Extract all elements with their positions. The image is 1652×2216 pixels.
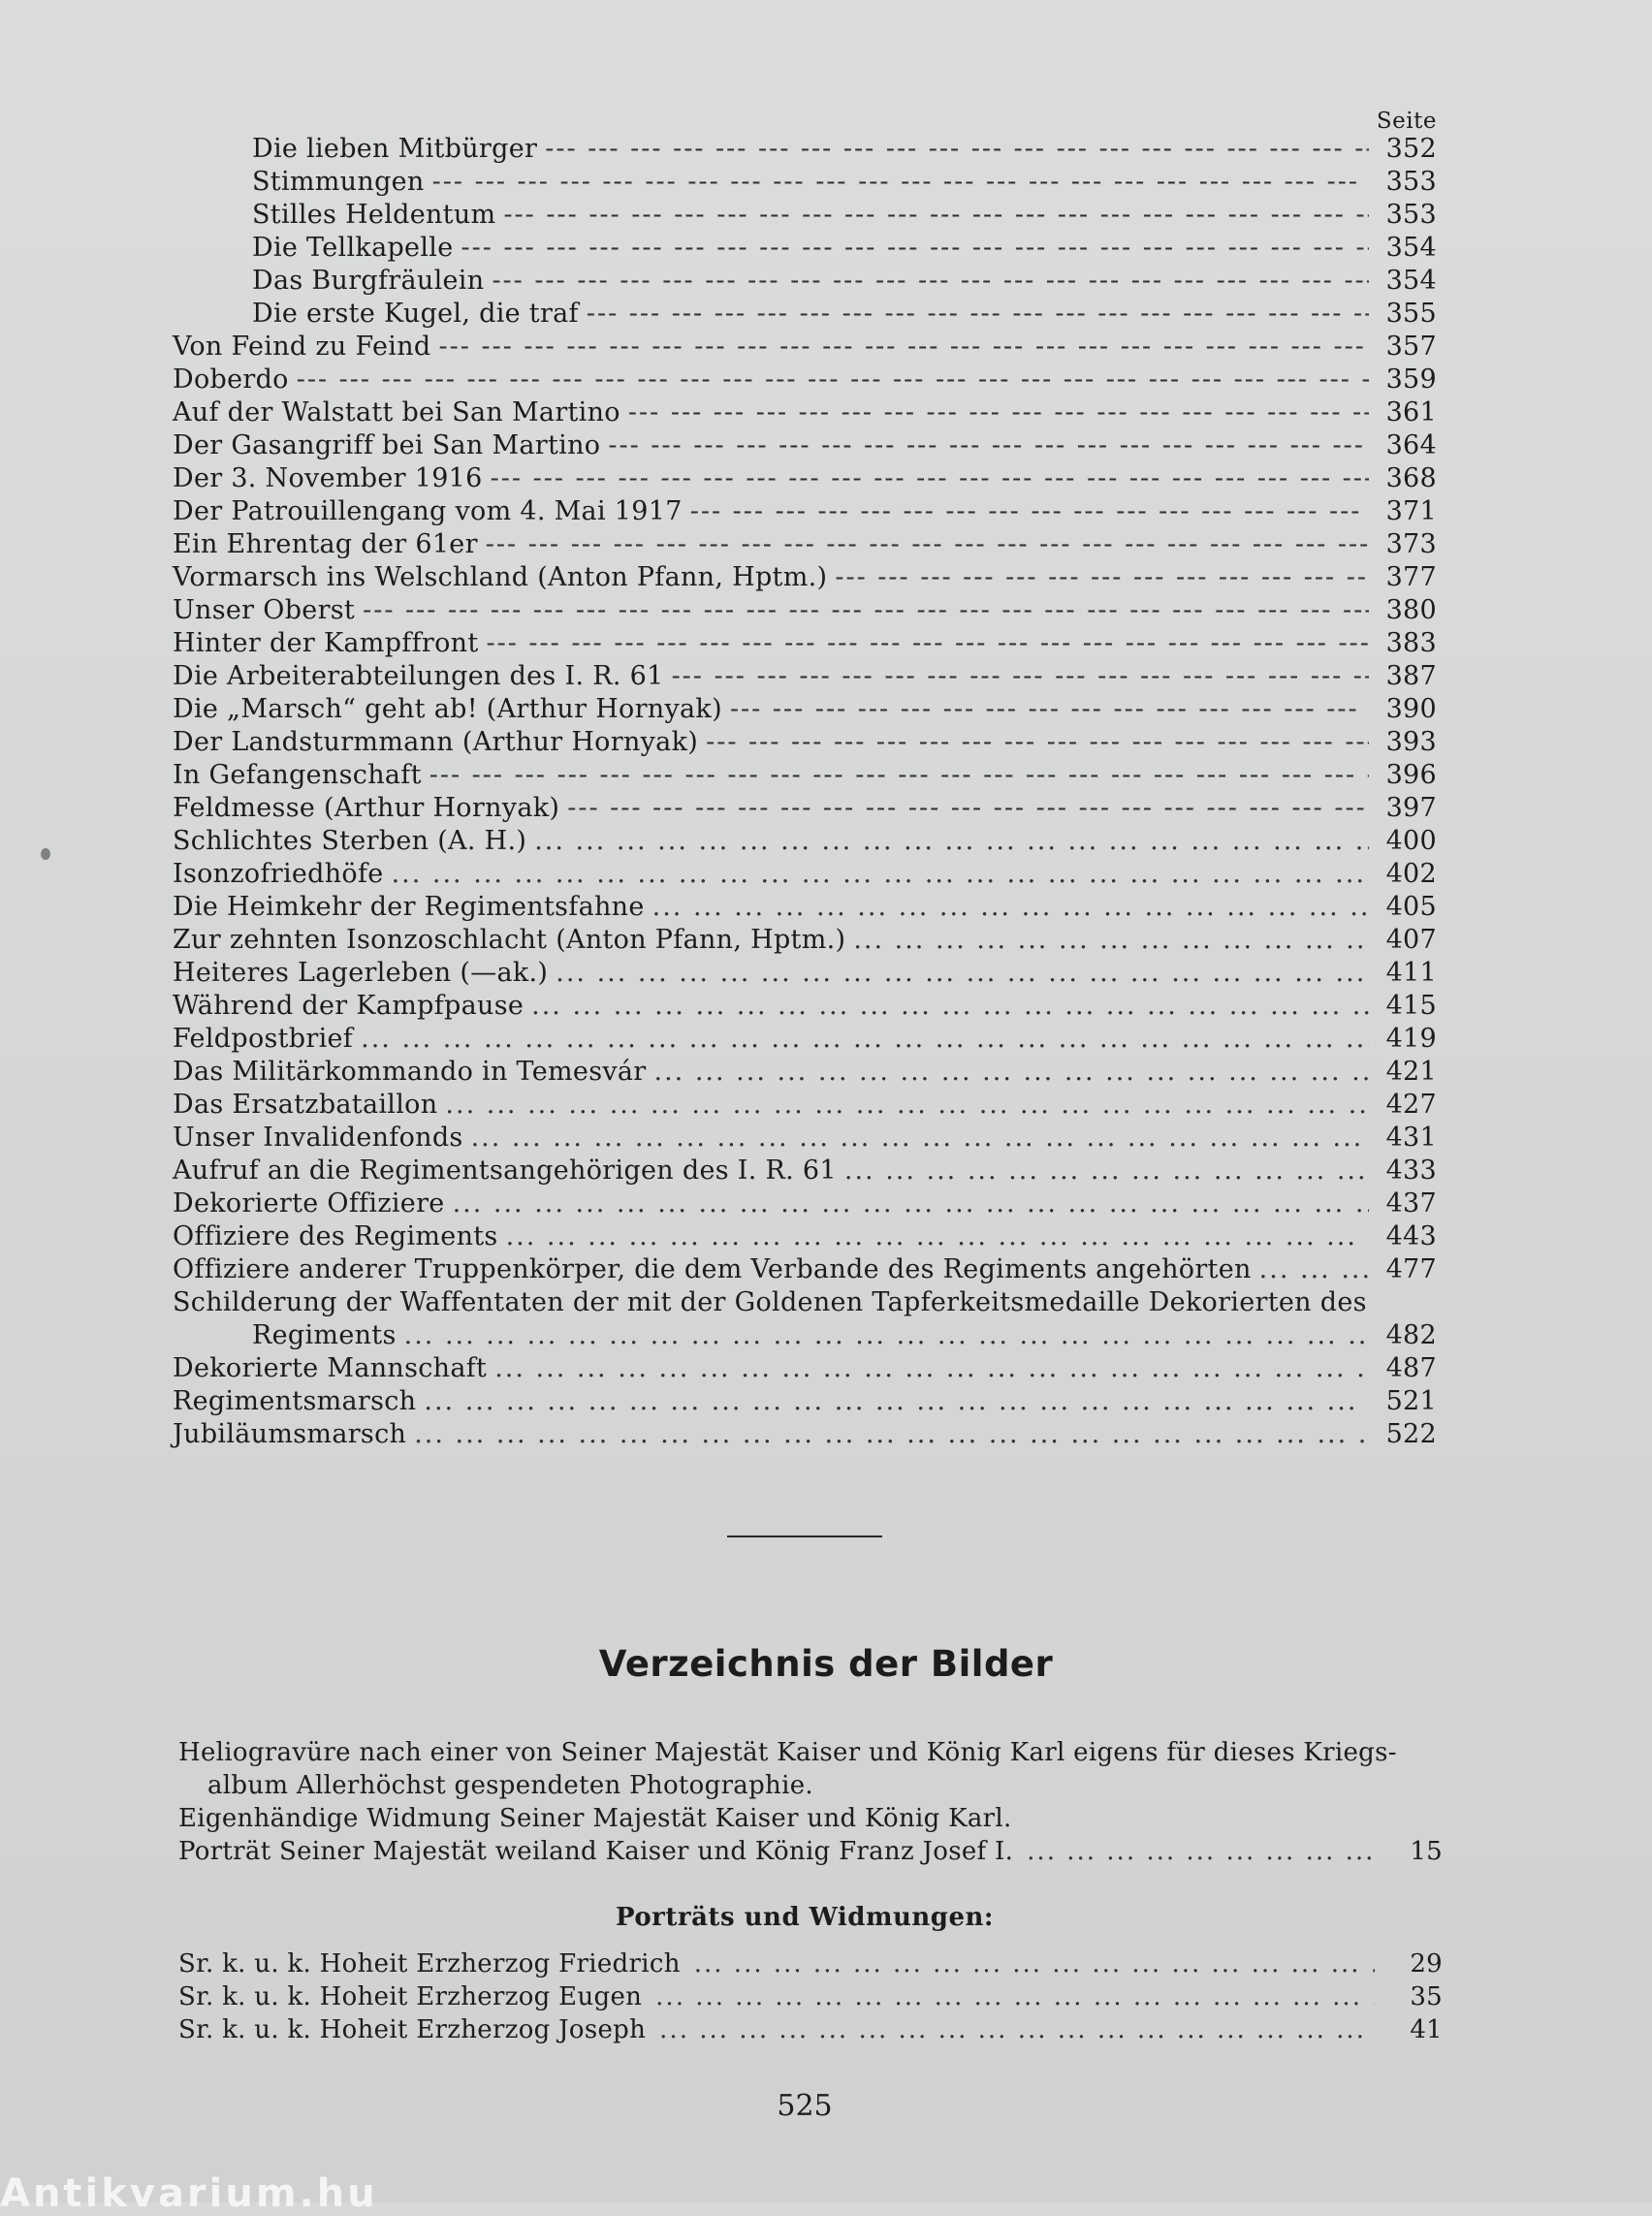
entry-title: Offiziere anderer Truppenkörper, die dem Verbande des Regiments angehörten <box>173 1254 1252 1284</box>
entry-title: In Gefangenschaft <box>173 760 422 790</box>
portrait-list <box>178 1949 1443 2048</box>
entry-title: Die Arbeiterabteilungen des I. R. 61 <box>173 661 664 691</box>
entry-page-number: 380 <box>1385 595 1437 625</box>
section-divider <box>727 1535 882 1537</box>
portrait-entry <box>178 1949 1443 1982</box>
entry-title: Sr. k. u. k. Hoheit Erzherzog Friedrich <box>178 1949 681 1979</box>
entry-title: Vormarsch ins Welschland (Anton Pfann, Hptm.) <box>173 562 828 592</box>
entry-page-number: 427 <box>1385 1090 1437 1120</box>
toc-entry <box>173 496 1437 529</box>
entry-page-number: 383 <box>1385 628 1437 658</box>
dot-leader <box>655 1982 1375 2011</box>
entry-page-number: 415 <box>1385 991 1437 1021</box>
entry-page-number: 377 <box>1385 562 1437 592</box>
entry-title: Schilderung der Waffentaten der mit der Goldenen Tapferkeitsmedaille Dekorierten des <box>173 1287 1367 1317</box>
toc-entry <box>173 694 1437 727</box>
dot-leader <box>361 1024 1369 1054</box>
entry-title: Dekorierte Offiziere <box>173 1188 445 1219</box>
dot-leader <box>567 793 1369 823</box>
entry-page-number: 431 <box>1385 1123 1437 1153</box>
entry-page-number: 433 <box>1385 1155 1437 1186</box>
entry-title: Die lieben Mitbürger <box>252 134 538 164</box>
toc-entry <box>173 925 1437 958</box>
entry-page-number: 521 <box>1385 1386 1437 1416</box>
entry-title: Porträt Seiner Majestät weiland Kaiser und König Franz Josef I. <box>178 1837 1014 1866</box>
entry-title: album Allerhöchst gespendeten Photographie. <box>207 1771 813 1800</box>
portrait-entry <box>178 2015 1443 2048</box>
entry-title: Feldpostbrief <box>173 1024 354 1054</box>
entry-page-number: 393 <box>1385 727 1437 757</box>
page-number: 525 <box>777 2089 833 2123</box>
toc-entry <box>173 661 1437 694</box>
entry-page-number: 411 <box>1385 958 1437 988</box>
toc-entry <box>173 760 1437 793</box>
toc-entry <box>173 628 1437 661</box>
toc-entry <box>173 1188 1437 1221</box>
entry-title: Der Gasangriff bei San Martino <box>173 430 601 460</box>
entry-title: Heliogravüre nach einer von Seiner Majestät Kaiser und König Karl eigens für dieses Kriegs- <box>178 1738 1397 1767</box>
entry-title: Ein Ehrentag der 61er <box>173 529 478 559</box>
toc-entry <box>173 364 1437 397</box>
dot-leader <box>706 727 1369 757</box>
entry-page-number: 421 <box>1385 1057 1437 1087</box>
entry-page-number: 368 <box>1385 463 1437 493</box>
toc-entry <box>173 1221 1437 1254</box>
toc-entry <box>173 562 1437 595</box>
dot-leader <box>531 991 1369 1021</box>
dot-leader <box>429 760 1369 790</box>
watermark: Antikvarium.hu <box>0 2171 378 2216</box>
entry-page-number: 352 <box>1385 134 1437 164</box>
toc-entry <box>173 595 1437 628</box>
table-of-contents <box>173 134 1437 1452</box>
entry-title: Aufruf an die Regimentsangehörigen des I. R. 61 <box>173 1155 837 1186</box>
dot-leader <box>730 694 1369 724</box>
toc-entry <box>173 1090 1437 1123</box>
paper-speck <box>41 848 50 860</box>
dot-leader <box>587 299 1369 329</box>
toc-entry <box>173 299 1437 332</box>
dot-leader <box>404 1320 1369 1350</box>
entry-title: Isonzofriedhöfe <box>173 859 384 889</box>
entry-title: Die Tellkapelle <box>252 233 454 263</box>
picture-entry <box>178 1804 1443 1837</box>
entry-title: Von Feind zu Feind <box>173 332 431 362</box>
entry-title: Feldmesse (Arthur Hornyak) <box>173 793 560 823</box>
entry-page-number: 35 <box>1410 1982 1443 2011</box>
entry-page-number: 402 <box>1385 859 1437 889</box>
toc-entry <box>173 826 1437 859</box>
entry-title: Zur zehnten Isonzoschlacht (Anton Pfann, Hptm.) <box>173 925 846 955</box>
entry-title: Heiteres Lagerleben (—ak.) <box>173 958 549 988</box>
toc-entry <box>173 430 1437 463</box>
entry-title: Das Burgfräulein <box>252 266 485 296</box>
entry-page-number: 477 <box>1385 1254 1437 1284</box>
dot-leader <box>853 925 1369 955</box>
toc-entry <box>173 463 1437 496</box>
picture-list <box>178 1738 1443 1870</box>
entry-title: Der 3. November 1916 <box>173 463 483 493</box>
dot-leader <box>672 661 1369 691</box>
dot-leader <box>453 1188 1369 1219</box>
entry-title: Sr. k. u. k. Hoheit Erzherzog Eugen <box>178 1982 643 2011</box>
dot-leader <box>491 463 1369 493</box>
entry-title: Die „Marsch“ geht ab! (Arthur Hornyak) <box>173 694 722 724</box>
dot-leader <box>439 332 1369 362</box>
entry-page-number: 419 <box>1385 1024 1437 1054</box>
seite-column-label: Seite <box>1376 109 1437 134</box>
entry-page-number: 361 <box>1385 397 1437 427</box>
entry-page-number: 353 <box>1385 167 1437 197</box>
dot-leader <box>432 167 1369 197</box>
dot-leader <box>392 859 1369 889</box>
entry-title: Das Ersatzbataillon <box>173 1090 438 1120</box>
dot-leader <box>471 1123 1369 1153</box>
toc-entry <box>173 1386 1437 1419</box>
dot-leader <box>545 134 1369 164</box>
entry-page-number: 354 <box>1385 266 1437 296</box>
section-heading: Verzeichnis der Bilder <box>598 1643 1054 1685</box>
entry-title: Die erste Kugel, die traf <box>252 299 579 329</box>
dot-leader <box>1027 1837 1375 1866</box>
toc-entry <box>173 233 1437 266</box>
toc-entry <box>173 134 1437 167</box>
entry-page-number: 357 <box>1385 332 1437 362</box>
dot-leader <box>492 266 1369 296</box>
entry-title: Doberdo <box>173 364 289 395</box>
toc-entry <box>173 1320 1437 1353</box>
toc-entry <box>173 1254 1437 1287</box>
entry-title: Unser Oberst <box>173 595 356 625</box>
entry-title: Unser Invalidenfonds <box>173 1123 463 1153</box>
sub-heading: Porträts und Widmungen: <box>615 1903 995 1932</box>
dot-leader <box>486 628 1369 658</box>
entry-page-number: 407 <box>1385 925 1437 955</box>
toc-entry <box>173 167 1437 200</box>
dot-leader <box>534 826 1369 856</box>
dot-leader <box>503 200 1369 230</box>
entry-title: Der Landsturmmann (Arthur Hornyak) <box>173 727 699 757</box>
entry-page-number: 400 <box>1385 826 1437 856</box>
toc-entry <box>173 1024 1437 1057</box>
entry-page-number: 397 <box>1385 793 1437 823</box>
entry-title: Regimentsmarsch <box>173 1386 417 1416</box>
entry-page-number: 482 <box>1385 1320 1437 1350</box>
entry-title: Auf der Walstatt bei San Martino <box>173 397 620 427</box>
entry-page-number: 396 <box>1385 760 1437 790</box>
dot-leader <box>414 1419 1369 1449</box>
entry-title: Stilles Heldentum <box>252 200 496 230</box>
entry-title: Die Heimkehr der Regimentsfahne <box>173 892 645 922</box>
dot-leader <box>363 595 1369 625</box>
toc-entry <box>173 892 1437 925</box>
entry-page-number: 29 <box>1410 1949 1443 1979</box>
dot-leader <box>297 364 1369 395</box>
toc-entry <box>173 991 1437 1024</box>
dot-leader <box>835 562 1369 592</box>
toc-entry <box>173 529 1437 562</box>
entry-title: Jubiläumsmarsch <box>173 1419 407 1449</box>
entry-page-number: 522 <box>1385 1419 1437 1449</box>
dot-leader <box>652 892 1369 922</box>
picture-entry <box>178 1837 1443 1870</box>
toc-entry <box>173 1287 1437 1320</box>
toc-entry <box>173 859 1437 892</box>
dot-leader <box>494 1353 1369 1383</box>
dot-leader <box>486 529 1369 559</box>
entry-page-number: 437 <box>1385 1188 1437 1219</box>
picture-entry <box>178 1738 1443 1771</box>
toc-entry <box>173 1057 1437 1090</box>
toc-entry <box>173 727 1437 760</box>
dot-leader <box>690 496 1369 526</box>
entry-page-number: 355 <box>1385 299 1437 329</box>
toc-entry <box>173 1155 1437 1188</box>
toc-entry <box>173 266 1437 299</box>
dot-leader <box>844 1155 1369 1186</box>
entry-title: Stimmungen <box>252 167 425 197</box>
entry-title: Schlichtes Sterben (A. H.) <box>173 826 527 856</box>
entry-title: Dekorierte Mannschaft <box>173 1353 488 1383</box>
entry-page-number: 390 <box>1385 694 1437 724</box>
dot-leader <box>556 958 1369 988</box>
entry-title: Sr. k. u. k. Hoheit Erzherzog Joseph <box>178 2015 647 2044</box>
dot-leader <box>659 2015 1375 2044</box>
toc-entry <box>173 958 1437 991</box>
entry-page-number: 359 <box>1385 364 1437 395</box>
entry-page-number: 371 <box>1385 496 1437 526</box>
picture-entry <box>178 1771 1443 1804</box>
entry-title: Hinter der Kampffront <box>173 628 479 658</box>
entry-page-number: 443 <box>1385 1221 1437 1251</box>
dot-leader <box>628 397 1369 427</box>
toc-entry <box>173 200 1437 233</box>
entry-page-number: 373 <box>1385 529 1437 559</box>
portrait-entry <box>178 1982 1443 2015</box>
entry-title: Der Patrouillengang vom 4. Mai 1917 <box>173 496 683 526</box>
toc-entry <box>173 793 1437 826</box>
entry-page-number: 487 <box>1385 1353 1437 1383</box>
entry-title: Regiments <box>252 1320 397 1350</box>
dot-leader <box>445 1090 1369 1120</box>
dot-leader <box>424 1386 1369 1416</box>
entry-page-number: 405 <box>1385 892 1437 922</box>
dot-leader <box>694 1949 1375 1979</box>
entry-title: Während der Kampfpause <box>173 991 524 1021</box>
toc-entry <box>173 1123 1437 1155</box>
entry-title: Das Militärkommando in Temesvár <box>173 1057 647 1087</box>
entry-title: Offiziere des Regiments <box>173 1221 498 1251</box>
dot-leader <box>654 1057 1369 1087</box>
toc-entry <box>173 1353 1437 1386</box>
toc-entry <box>173 1419 1437 1452</box>
toc-entry <box>173 397 1437 430</box>
entry-title: Eigenhändige Widmung Seiner Majestät Kaiser und König Karl. <box>178 1804 1012 1833</box>
dot-leader <box>461 233 1369 263</box>
entry-page-number: 353 <box>1385 200 1437 230</box>
dot-leader <box>1259 1254 1369 1284</box>
toc-entry <box>173 332 1437 364</box>
entry-page-number: 354 <box>1385 233 1437 263</box>
entry-page-number: 364 <box>1385 430 1437 460</box>
entry-page-number: 387 <box>1385 661 1437 691</box>
dot-leader <box>608 430 1369 460</box>
entry-page-number: 15 <box>1410 1837 1443 1866</box>
dot-leader <box>506 1221 1369 1251</box>
entry-page-number: 41 <box>1410 2015 1443 2044</box>
